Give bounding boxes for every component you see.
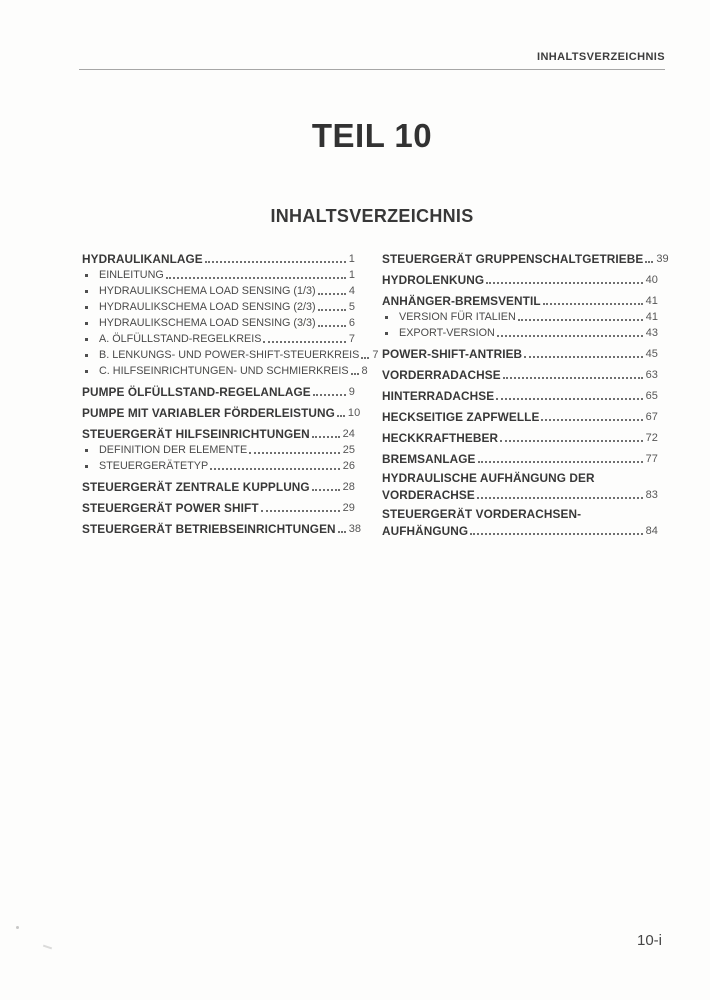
bullet-icon [85,290,88,293]
toc-entry-title: STEUERGERÄTETYP [99,460,209,472]
toc-entry [382,366,658,382]
toc-entry-title: C. HILFSEINRICHTUNGEN- UND SCHMIERKREIS [99,365,349,377]
bullet-icon [85,354,88,357]
toc-entry-page: 38 [348,523,362,535]
toc-entry [382,429,658,445]
toc-entry [82,362,368,378]
toc-entry-page: 83 [645,489,658,501]
toc-entry-page: 43 [645,327,658,339]
toc-entry [382,507,658,538]
toc-entry-page: 77 [645,453,658,465]
toc-entry-title: ANHÄNGER-BREMSVENTIL [382,294,541,308]
header-label: INHALTSVERZEICHNIS [536,51,665,63]
toc-entry-title: HYDROLENKUNG [382,273,485,287]
toc-entry-page: 41 [645,295,658,307]
toc-entry-title: HYDRAULISCHE AUFHÄNGUNG DER [382,471,595,485]
toc-entry-title: POWER-SHIFT-ANTRIEB [382,347,523,361]
toc-entry [82,282,355,298]
toc-entry-page: 84 [645,525,658,537]
toc-entry-page: 9 [348,386,355,398]
dot-leader [361,357,369,359]
toc-entry-title: STEUERGERÄT HILFSEINRICHTUNGEN [82,427,310,441]
dot-leader [318,309,346,311]
toc-entry [82,314,355,330]
toc-entry-page: 1 [348,253,355,265]
toc-entry-page: 41 [645,311,658,323]
toc-entry [82,425,355,441]
toc-entry-title: STEUERGERÄT POWER SHIFT [82,501,259,515]
toc-entry [382,324,658,340]
toc-entry-page: 6 [348,317,355,329]
dot-leader [496,398,642,400]
toc-entry [382,387,658,403]
dot-leader [645,261,653,263]
bullet-icon [385,316,388,319]
toc-entry-page: 25 [342,444,355,456]
toc-entry-title: HYDRAULIKSCHEMA LOAD SENSING (1/3) [99,285,316,297]
toc-entry-title: HYDRAULIKANLAGE [82,252,203,266]
part-title: TEIL 10 [311,117,433,154]
bullet-icon [385,332,388,335]
table-of-contents [82,250,669,538]
toc-entry-title: STEUERGERÄT ZENTRALE KUPPLUNG [82,480,310,494]
dot-leader [338,531,346,533]
toc-entry-title: PUMPE ÖLFÜLLSTAND-REGELANLAGE [82,385,311,399]
toc-entry [382,308,658,324]
dot-leader [486,282,642,284]
toc-column-right [382,250,669,538]
toc-entry-title: STEUERGERÄT GRUPPENSCHALTGETRIEBE [382,252,644,266]
toc-entry-title: A. ÖLFÜLLSTAND-REGELKREIS [99,333,262,345]
toc-entry [382,471,658,502]
toc-entry-title-line2: VORDERACHSE [382,488,475,502]
toc-entry [82,441,355,457]
bullet-icon [85,338,88,341]
bullet-icon [85,465,88,468]
dot-leader [518,319,643,321]
toc-entry-page: 29 [342,502,355,514]
toc-entry [82,404,361,420]
toc-entry-title: HINTERRADACHSE [382,389,495,403]
toc-entry-page: 5 [348,301,355,313]
toc-entry-title: HYDRAULIKSCHEMA LOAD SENSING (3/3) [99,317,316,329]
dot-leader [210,468,340,470]
bullet-icon [85,370,88,373]
dot-leader [318,325,346,327]
bullet-icon [85,274,88,277]
toc-entry [82,266,355,282]
toc-entry [82,457,355,473]
toc-entry [82,383,355,399]
toc-entry-page: 10 [347,407,361,419]
dot-leader [337,415,345,417]
dot-leader [249,452,340,454]
toc-entry-page: 7 [348,333,355,345]
toc-entry-title: DEFINITION DER ELEMENTE [99,444,248,456]
dot-leader [351,373,359,375]
toc-column-left [82,250,379,538]
toc-entry-title: HECKSEITIGE ZAPFWELLE [382,410,540,424]
dot-leader [524,356,642,358]
dot-leader [205,261,346,263]
toc-entry [82,346,379,362]
toc-entry [382,271,658,287]
toc-entry-page: 40 [645,274,658,286]
toc-entry-page: 24 [342,428,355,440]
toc-entry [382,292,658,308]
toc-entry [82,478,355,494]
dot-leader [318,293,346,295]
toc-entry-page: 4 [348,285,355,297]
toc-entry [382,250,669,266]
header-rule [79,69,665,70]
toc-entry-title: HECKKRAFTHEBER [382,431,499,445]
scan-speck [16,926,19,929]
toc-entry [82,330,355,346]
toc-entry [82,298,355,314]
toc-entry-page: 65 [645,390,658,402]
toc-entry-title: STEUERGERÄT VORDERACHSEN- [382,507,582,521]
dot-leader [477,497,643,499]
toc-entry-title: B. LENKUNGS- UND POWER-SHIFT-STEUERKREIS [99,349,360,361]
toc-entry-page: 67 [645,411,658,423]
toc-entry [382,345,658,361]
dot-leader [470,533,642,535]
dot-leader [503,377,643,379]
toc-entry-page: 8 [361,365,368,377]
toc-entry [82,520,362,536]
toc-entry-page: 7 [372,349,379,361]
toc-entry-page: 63 [645,369,658,381]
dot-leader [313,394,346,396]
toc-entry-page: 39 [656,253,669,265]
dot-leader [263,341,345,343]
bullet-icon [85,449,88,452]
bullet-icon [85,306,88,309]
toc-entry-page: 1 [348,269,355,281]
toc-entry-title: EINLEITUNG [99,269,164,281]
dot-leader [312,436,340,438]
toc-entry-title: VERSION FÜR ITALIEN [399,311,516,323]
dot-leader [497,335,643,337]
toc-entry-page: 26 [342,460,355,472]
dot-leader [478,461,643,463]
dot-leader [543,303,643,305]
toc-entry [82,499,355,515]
toc-entry-page: 72 [645,432,658,444]
toc-entry-title: PUMPE MIT VARIABLER FÖRDERLEISTUNG [82,406,335,420]
toc-entry-page: 45 [645,348,658,360]
toc-entry-title: STEUERGERÄT BETRIEBSEINRICHTUNGEN [82,522,336,536]
dot-leader [261,510,340,512]
toc-heading: INHALTSVERZEICHNIS [270,206,474,226]
toc-entry [382,408,658,424]
toc-entry-title-line2: AUFHÄNGUNG [382,524,469,538]
toc-entry-title: EXPORT-VERSION [399,327,495,339]
footer-page-number: 10-i [636,932,662,949]
toc-entry [82,250,355,266]
dot-leader [312,489,340,491]
scan-speck [43,945,52,950]
toc-entry [382,450,658,466]
toc-entry-title: HYDRAULIKSCHEMA LOAD SENSING (2/3) [99,301,316,313]
toc-entry-page: 28 [342,481,355,493]
bullet-icon [85,322,88,325]
toc-entry-title: BREMSANLAGE [382,452,476,466]
dot-leader [500,440,642,442]
dot-leader [166,277,346,279]
dot-leader [541,419,642,421]
toc-entry-title: VORDERRADACHSE [382,368,501,382]
